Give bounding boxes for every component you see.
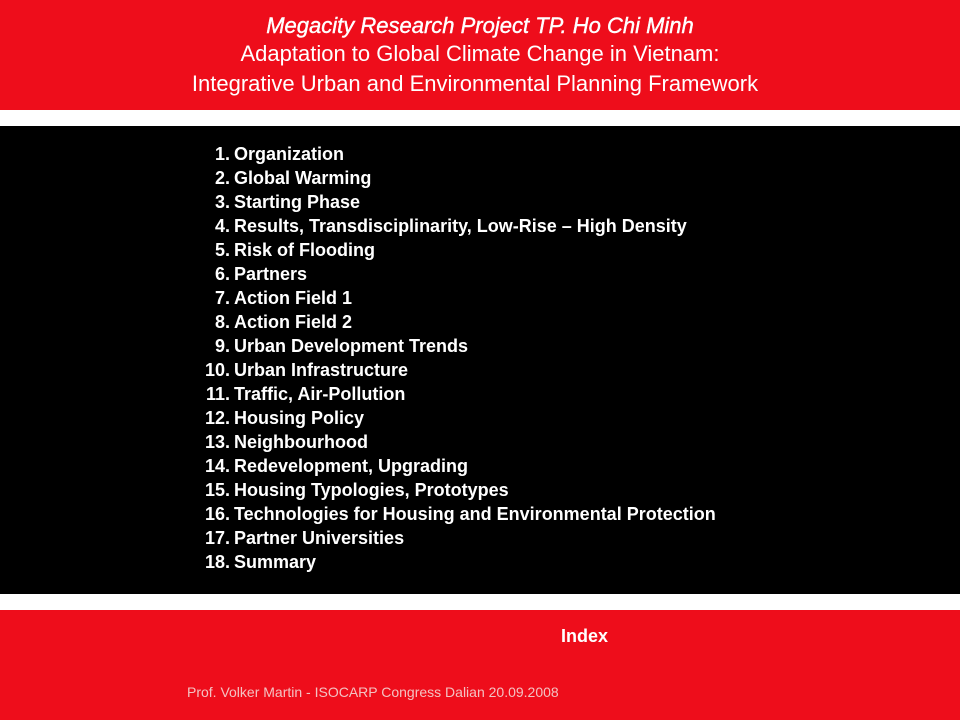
index-item-label: Risk of Flooding xyxy=(234,240,375,260)
index-item-number: 15. xyxy=(204,480,230,500)
index-item-number: 18. xyxy=(204,552,230,572)
index-item-label: Summary xyxy=(234,552,317,572)
index-item-label: Urban Development Trends xyxy=(234,336,469,356)
footer-band xyxy=(0,610,960,720)
index-item-label: Organization xyxy=(234,144,345,164)
index-panel xyxy=(0,126,960,594)
index-item-label: Partners xyxy=(234,264,308,284)
index-item-label: Urban Infrastructure xyxy=(234,360,409,380)
index-item-number: 14. xyxy=(204,456,230,476)
index-item-label: Partner Universities xyxy=(234,528,405,548)
index-item-number: 2. xyxy=(214,168,230,188)
index-item-number: 13. xyxy=(204,432,230,452)
index-item-number: 12. xyxy=(204,408,230,428)
index-item-label: Global Warming xyxy=(234,168,372,188)
index-item-number: 5. xyxy=(214,240,230,260)
index-item-label: Starting Phase xyxy=(234,192,361,212)
index-item-label: Technologies for Housing and Environmental Protection xyxy=(234,504,716,524)
index-item-number: 4. xyxy=(214,216,230,236)
index-item-number: 1. xyxy=(214,144,230,164)
index-item-number: 8. xyxy=(214,312,230,332)
index-item-label: Traffic, Air-Pollution xyxy=(234,384,406,404)
index-item-number: 3. xyxy=(214,192,230,212)
index-item-number: 6. xyxy=(214,264,230,284)
index-item-number: 17. xyxy=(204,528,230,548)
header-band xyxy=(0,0,960,110)
index-item-label: Action Field 2 xyxy=(234,312,353,332)
index-item-label: Housing Policy xyxy=(234,408,365,428)
index-item-label: Redevelopment, Upgrading xyxy=(234,456,469,476)
section-label: Index xyxy=(561,626,609,646)
index-item-number: 7. xyxy=(214,288,230,308)
index-item-label: Results, Transdisciplinarity, Low-Rise – High Density xyxy=(234,216,687,236)
subtitle-line-2: Integrative Urban and Environmental Planning Framework xyxy=(191,71,759,96)
index-item-label: Neighbourhood xyxy=(234,432,368,452)
subtitle-line-1: Adaptation to Global Climate Change in Vietnam: xyxy=(240,41,720,66)
author-credit: Prof. Volker Martin - ISOCARP Congress Dalian 20.09.2008 xyxy=(187,684,559,700)
page-title: Megacity Research Project TP. Ho Chi Minh xyxy=(266,13,694,38)
index-item-number: 11. xyxy=(205,384,230,404)
index-item-number: 16. xyxy=(204,504,230,524)
index-item-number: 9. xyxy=(214,336,230,356)
index-item-number: 10. xyxy=(204,360,230,380)
index-item-label: Action Field 1 xyxy=(234,288,353,308)
index-item-label: Housing Typologies, Prototypes xyxy=(234,480,509,500)
